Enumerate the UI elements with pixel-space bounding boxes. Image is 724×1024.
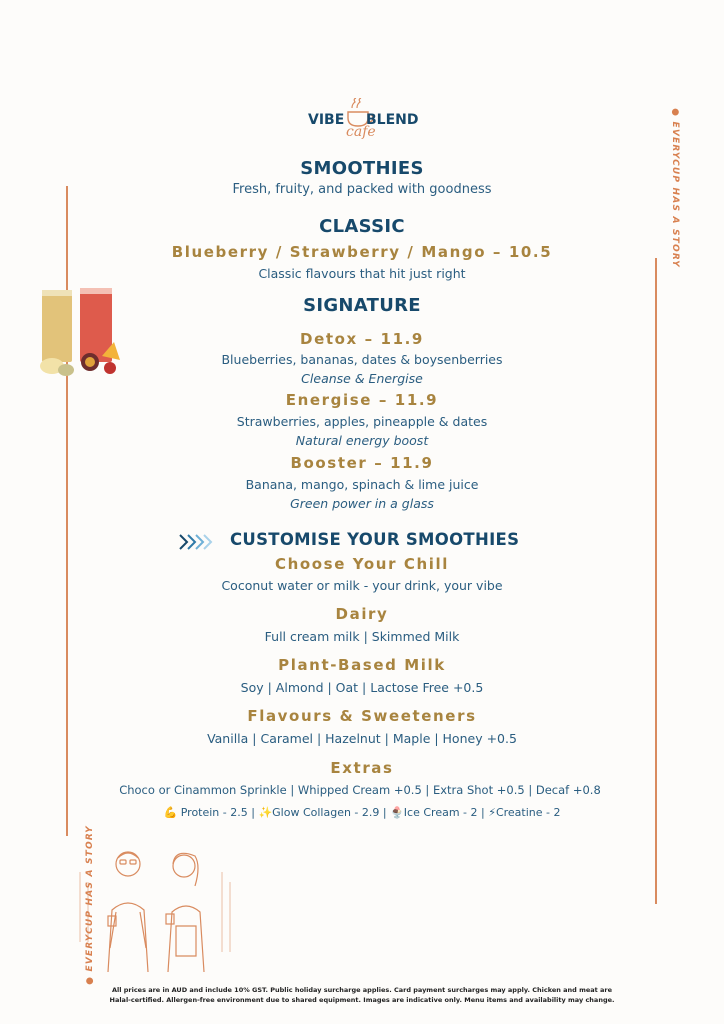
- classic-desc: Classic flavours that hit just right: [258, 266, 466, 281]
- boost-label: Glow Collagen - 2.9: [272, 806, 380, 819]
- chevrons-right-icon: [178, 532, 218, 552]
- customise-title: CUSTOMISE YOUR SMOOTHIES: [230, 530, 520, 549]
- classic-item: Blueberry / Strawberry / Mango – 10.5: [171, 243, 553, 261]
- right-divider-line: [655, 258, 657, 904]
- sparkles-icon: ✨: [258, 806, 273, 819]
- boost-label: Creatine - 2: [495, 806, 561, 819]
- signature-item-name: Booster – 11.9: [290, 454, 434, 472]
- brand-name-vibe: VIBE: [308, 112, 345, 128]
- signature-title: SIGNATURE: [303, 295, 421, 316]
- customise-group-desc: Full cream milk | Skimmed Milk: [264, 629, 460, 644]
- brand-name-blend: BLEND: [366, 112, 419, 128]
- dot-icon: ●: [84, 975, 95, 985]
- side-tagline-text: EVERYCUP HAS A STORY: [84, 825, 95, 972]
- customise-group-desc: Soy | Almond | Oat | Lactose Free +0.5: [240, 680, 484, 695]
- customise-group-desc: Choco or Cinammon Sprinkle | Whipped Cream +0.5 | Extra Shot +0.5 | Decaf +0.8: [119, 783, 601, 797]
- brand-name-cafe: cafe: [346, 124, 376, 140]
- customise-group-name: Extras: [330, 759, 394, 777]
- ice-cream-icon: 🍨: [390, 806, 404, 819]
- signature-item-name: Detox – 11.9: [300, 330, 424, 348]
- customise-group-name: Plant-Based Milk: [278, 656, 446, 674]
- brand-logo: [300, 98, 424, 142]
- classic-title: CLASSIC: [319, 216, 405, 237]
- signature-item-name: Energise – 11.9: [285, 391, 439, 409]
- boosts-line: 💪 Protein - 2.5 | ✨Glow Collagen - 2.9 | 🍨Ice Cream - 2 | ⚡Creatine - 2: [163, 806, 561, 819]
- customise-group-name: Dairy: [335, 605, 389, 623]
- signature-item-desc: Strawberries, apples, pineapple & dates: [236, 414, 488, 429]
- signature-item-tag: Green power in a glass: [290, 496, 434, 511]
- signature-item-desc: Banana, mango, spinach & lime juice: [245, 477, 479, 492]
- customise-group-desc: Coconut water or milk - your drink, your vibe: [221, 578, 503, 593]
- signature-item-tag: Natural energy boost: [295, 433, 429, 448]
- footer-line: Halal-certified. Allergen-free environment due to shared equipment. Images are indicative only. Menu items and availability may change.: [109, 996, 615, 1004]
- customise-header: [178, 530, 558, 554]
- smoothies-title: SMOOTHIES: [300, 158, 424, 179]
- side-tagline-text: EVERYCUP HAS A STORY: [669, 121, 680, 268]
- customise-group-desc: Vanilla | Caramel | Hazelnut | Maple | Honey +0.5: [207, 731, 517, 746]
- signature-item-tag: Cleanse & Energise: [301, 371, 423, 386]
- boost-label: Protein - 2.5: [180, 806, 248, 819]
- couple-illustration: [72, 842, 242, 974]
- customise-group-name: Choose Your Chill: [274, 555, 450, 573]
- customise-group-name: Flavours & Sweeteners: [247, 707, 477, 725]
- side-tagline-right: [670, 108, 680, 268]
- dot-icon: ●: [669, 108, 680, 118]
- footer-disclaimer: [80, 985, 644, 1005]
- footer-line: All prices are in AUD and include 10% GST. Public holiday surcharge applies. Card payment surcharges may apply. Chicken and meat are: [111, 986, 613, 994]
- smoothies-subtitle: Fresh, fruity, and packed with goodness: [232, 182, 492, 197]
- boost-label: Ice Cream - 2: [403, 806, 478, 819]
- signature-item-desc: Blueberries, bananas, dates & boysenberries: [221, 352, 503, 367]
- lightning-icon: ⚡: [488, 806, 496, 819]
- flexed-arm-icon: 💪: [163, 806, 178, 819]
